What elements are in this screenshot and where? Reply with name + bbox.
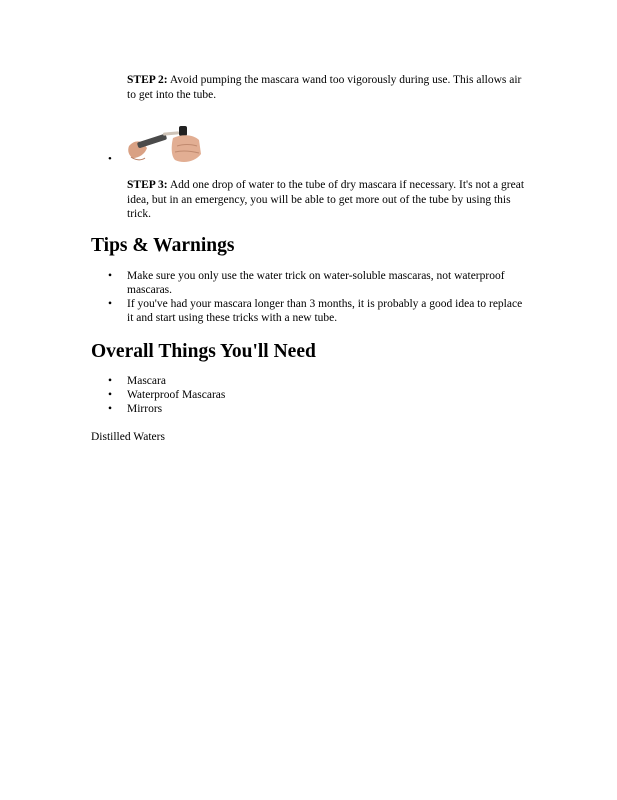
need-text: Waterproof Mascaras (127, 389, 226, 401)
tips-heading: Tips & Warnings (91, 235, 235, 256)
step-2-label: STEP 2: (127, 74, 168, 86)
tips-list (91, 269, 531, 325)
need-text: Mirrors (127, 403, 163, 415)
bullet-dot: • (108, 270, 113, 282)
tips-list-item (91, 297, 531, 325)
bullet-dot: • (108, 298, 113, 310)
need-text: Mascara (127, 375, 166, 387)
trailing-text: Distilled Waters (91, 431, 165, 443)
needs-heading: Overall Things You'll Need (91, 341, 316, 362)
needs-list-item (91, 388, 531, 402)
step-3-paragraph (127, 178, 527, 222)
image-bullet: • (108, 153, 112, 165)
step-3-text: Add one drop of water to the tube of dry mascara if necessary. It's not a great idea, but in an emergency, you will be able to get more out of the tube by using this trick. (127, 179, 525, 220)
needs-list-item (91, 402, 531, 416)
tip-text: If you've had your mascara longer than 3 months, it is probably a good idea to replace it and start using these tricks with a new tube. (127, 298, 523, 324)
step-2-paragraph (127, 73, 527, 102)
step-2-text: Avoid pumping the mascara wand too vigorously during use. This allows air to get into the tube. (127, 74, 522, 101)
tips-list-item (91, 269, 531, 297)
step-3-label: STEP 3: (127, 179, 168, 191)
needs-list-item (91, 374, 531, 388)
bullet-dot: • (108, 375, 113, 387)
mascara-hands-photo (127, 124, 201, 164)
bullet-dot: • (108, 389, 113, 401)
bullet-dot: • (108, 403, 113, 415)
needs-list (91, 374, 531, 416)
tip-text: Make sure you only use the water trick on water-soluble mascaras, not waterproof mascaras. (127, 270, 505, 296)
